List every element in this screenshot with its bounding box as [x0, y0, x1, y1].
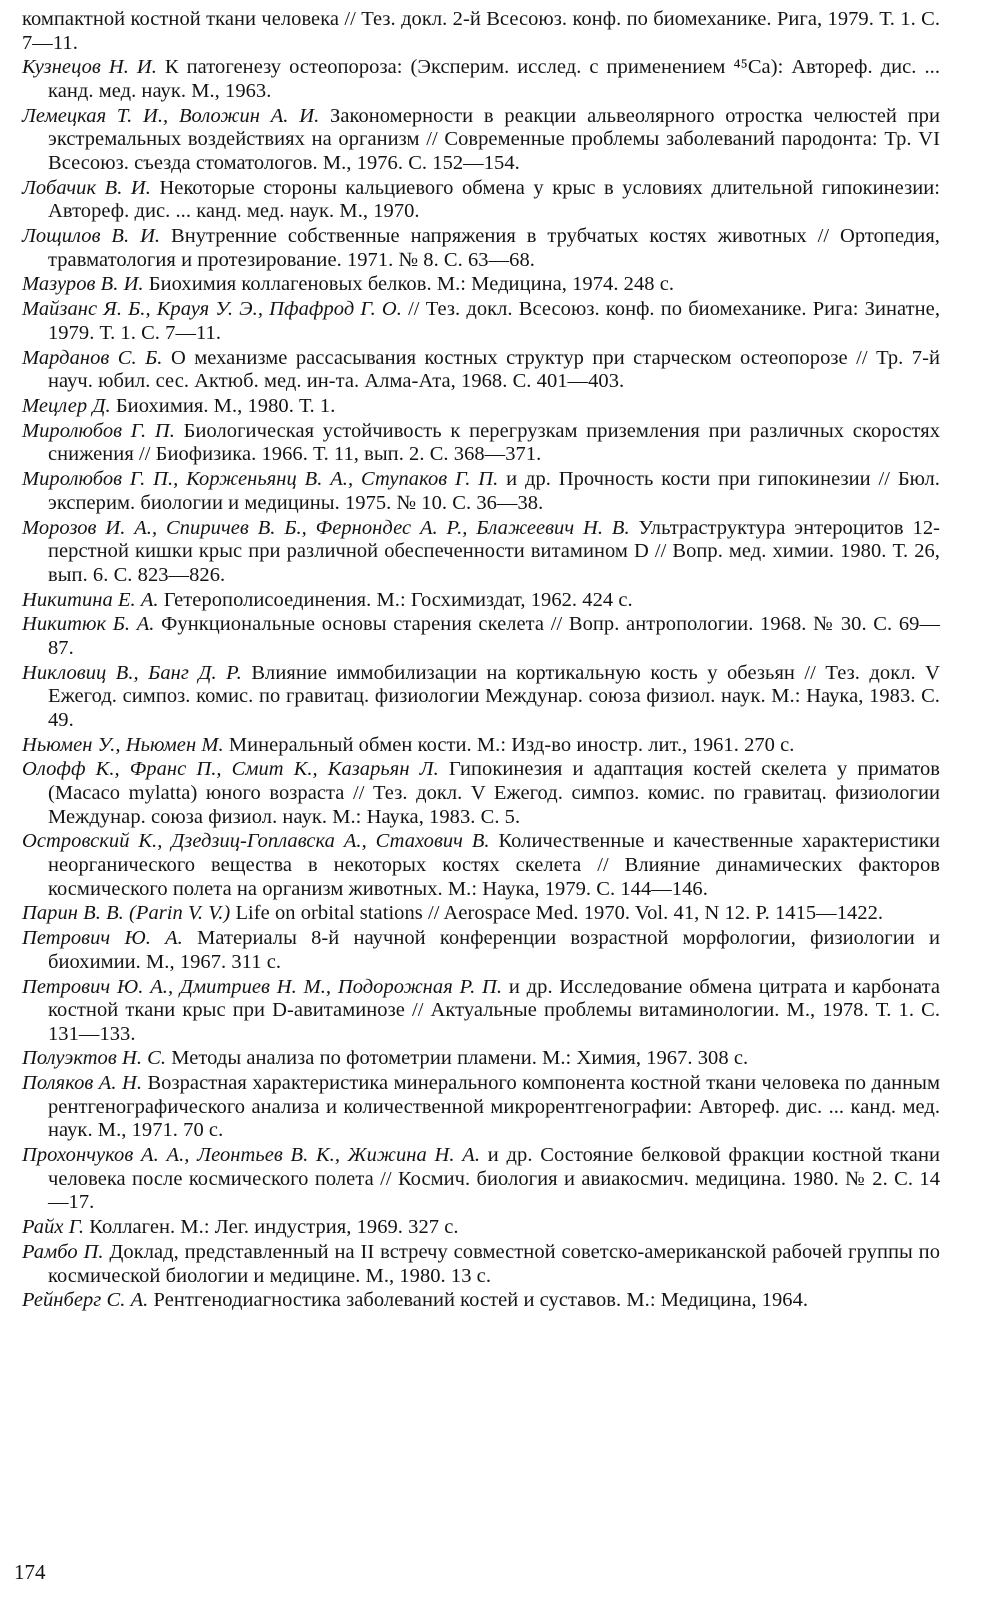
entry-authors: Миролюбов Г. П., Корженьянц В. А., Ступаков Г. П.: [22, 468, 499, 491]
entry-authors: Поляков А. Н.: [22, 1072, 142, 1095]
entry-text: и др. Прочность кости при гипокинезии // Бюл. эксперим. биологии и медицины. 1975. № 10. С. 36—38.: [48, 468, 940, 514]
entry-text: Влияние иммобилизации на кортикальную кость у обезьян // Тез. докл. V Ежегод. симпоз. комис. по гравитац. физиологии Междунар. союза физиол. наук. М.: Наука, 1983. С. 49.: [48, 661, 941, 731]
bibliography-entry: [22, 273, 940, 297]
entry-authors: Мецлер Д.: [22, 395, 111, 417]
bibliography-page: [22, 8, 940, 1314]
entry-text: и др. Исследование обмена цитрата и карбоната костной ткани крыс при D-авитаминозе // Актуальные проблемы витаминологии. М., 1978. Т. 1. С. 131—133.: [48, 975, 940, 1045]
bibliography-entry: [22, 8, 940, 55]
entry-authors: Лемецкая Т. И., Воложин А. И.: [22, 104, 320, 127]
entry-authors: Майзанс Я. Б., Крауя У. Э., Пфафрод Г. О.: [22, 298, 402, 321]
bibliography-entry: [22, 830, 940, 901]
entry-authors: Олофф К., Франс П., Смит К., Казарьян Л.: [22, 758, 439, 781]
entry-authors: Парин В. В. (Parin V. V.): [22, 902, 231, 925]
entry-text: Рентгенодиагностика заболеваний костей и суставов. М.: Медицина, 1964.: [148, 1289, 809, 1312]
bibliography-entry: [22, 347, 940, 394]
entry-text: О механизме рассасывания костных структур при старческом остеопорозе // Тр. 7-й науч. юбил. сес. Актюб. мед. ин-та. Алма-Ата, 1968. С. 401—403.: [48, 346, 940, 393]
entry-authors: Мазуров В. И.: [22, 273, 144, 296]
entry-text: Гипокинезия и адаптация костей скелета у приматов (Macaco mylatta) юного возраста // Тез. докл. V Ежегод. симпоз. комис. по гравитац. физиологии Междунар. союза физиол. наук. М.: Наука, 1983. С. 5.: [48, 758, 940, 828]
bibliography-entry: [22, 1047, 940, 1071]
entry-authors: Марданов С. Б.: [22, 346, 163, 369]
entry-text: Биологическая устойчивость к перегрузкам приземления при различных скоростях снижения // Биофизика. 1966. Т. 11, вып. 2. С. 368—371.: [48, 419, 941, 466]
bibliography-entry: [22, 395, 940, 419]
entry-text: Некоторые стороны кальциевого обмена у крыс в условиях длительной гипокинезии: Автореф. дис. ... канд. мед. наук. М., 1970.: [48, 176, 940, 223]
entry-text: Возрастная характеристика минерального компонента костной ткани человека по данным рентгенографического анализа и количественной микрорентгенографии: Автореф. дис. ... канд. мед. наук. М., 1971. 70 с.: [48, 1072, 940, 1142]
entry-text: Методы анализа по фотометрии пламени. М.: Химия, 1967. 308 с.: [166, 1047, 749, 1070]
entry-text: Материалы 8-й научной конференции возрастной морфологии, физиологии и биохимии. М., 1967. 311 с.: [48, 927, 940, 973]
bibliography-entry: [22, 1144, 940, 1215]
bibliography-entry: [22, 976, 940, 1047]
entry-text: // Тез. докл. Всесоюз. конф. по биомеханике. Рига: Зинатне, 1979. Т. 1. С. 7—11.: [48, 298, 940, 344]
page-number: 174: [14, 1560, 46, 1584]
entry-authors: Кузнецов Н. И.: [22, 56, 157, 79]
bibliography-entry: [22, 105, 940, 176]
entry-authors: Морозов И. А., Спиричев В. Б., Фернондес А. Р., Блажеевич Н. В.: [22, 516, 630, 539]
bibliography-entry: [22, 1289, 940, 1313]
entry-text: Доклад, представленный на II встречу совместной советско-американской рабочей группы по космической биологии и медицине. М., 1980. 13 с.: [48, 1240, 940, 1287]
entry-text: Функциональные основы старения скелета // Вопр. антропологии. 1968. № 30. С. 69—87.: [48, 613, 940, 659]
entry-authors: Никитина Е. А.: [22, 588, 159, 611]
entry-authors: Петрович Ю. А.: [22, 927, 183, 950]
entry-text: Коллаген. М.: Лег. индустрия, 1969. 327 с.: [84, 1216, 459, 1239]
entry-text: Минеральный обмен кости. М.: Изд-во иностр. лит., 1961. 270 с.: [223, 733, 795, 756]
entry-authors: Рейнберг С. А.: [22, 1289, 149, 1312]
bibliography-entry: [22, 734, 940, 758]
bibliography-list: [22, 8, 940, 1313]
entry-text: Внутренние собственные напряжения в трубчатых костях животных // Ортопедия, травматология и протезирование. 1971. № 8. С. 63—68.: [48, 225, 940, 271]
entry-text: Ультраструктура энтероцитов 12-перстной кишки крыс при различной обеспеченности витамином D // Вопр. мед. химии. 1980. Т. 26, вып. 6. С. 823—826.: [48, 516, 940, 586]
bibliography-entry: [22, 1072, 940, 1143]
entry-text: компактной костной ткани человека // Тез. докл. 2-й Всесоюз. конф. по биомеханике. Рига, 1979. Т. 1. С. 7—11.: [22, 8, 940, 54]
bibliography-entry: [22, 613, 940, 660]
entry-text: Гетерополисоединения. М.: Госхимиздат, 1962. 424 с.: [158, 588, 633, 611]
entry-text: Закономерности в реакции альвеолярного отростка челюстей при экстремальных воздействиях на организм // Современные проблемы заболеваний пародонта: Тр. VI Всесоюз. съезда стоматологов. М., 1976. С. 152—154.: [48, 104, 940, 174]
bibliography-entry: [22, 517, 940, 588]
entry-text: К патогенезу остеопороза: (Эксперим. исслед. с применением ⁴⁵Са): Автореф. дис. ... канд. мед. наук. М., 1963.: [48, 56, 940, 102]
entry-authors: Миролюбов Г. П.: [22, 419, 175, 442]
entry-authors: Островский К., Дзедзиц-Гоплавска А., Стахович В.: [22, 830, 490, 853]
entry-text: и др. Состояние белковой фракции костной ткани человека после космического полета // Космич. биология и авиакосмич. медицина. 1980. № 2. С. 14—17.: [48, 1144, 940, 1214]
bibliography-entry: [22, 927, 940, 974]
bibliography-entry: [22, 177, 940, 224]
bibliography-entry: [22, 298, 940, 345]
bibliography-entry: [22, 420, 940, 467]
bibliography-entry: [22, 1241, 940, 1288]
bibliography-entry: [22, 589, 940, 613]
entry-authors: Лобачик В. И.: [22, 176, 151, 199]
entry-authors: Рамбо П.: [22, 1240, 104, 1263]
entry-authors: Никитюк Б. А.: [22, 613, 155, 636]
bibliography-entry: [22, 225, 940, 272]
entry-authors: Никловиц В., Банг Д. Р.: [22, 661, 242, 684]
entry-text: Life on orbital stations // Aerospace Med. 1970. Vol. 41, N 12. P. 1415—1422.: [230, 902, 884, 925]
entry-authors: Полуэктов Н. С.: [22, 1047, 167, 1070]
bibliography-entry: [22, 56, 940, 103]
entry-text: Биохимия коллагеновых белков. М.: Медицина, 1974. 248 с.: [143, 273, 675, 296]
bibliography-entry: [22, 902, 940, 926]
entry-text: Количественные и качественные характеристики неорганического вещества в некоторых костях скелета // Влияние динамических факторов космического полета на организм животных. М.: Наука, 1979. С. 144—146.: [48, 830, 940, 900]
bibliography-entry: [22, 662, 940, 733]
entry-text: Биохимия. М., 1980. Т. 1.: [110, 395, 336, 417]
entry-authors: Райх Г.: [22, 1216, 85, 1239]
entry-authors: Лощилов В. И.: [22, 225, 161, 248]
entry-authors: Прохончуков А. А., Леонтьев В. К., Жижина Н. А.: [22, 1144, 481, 1167]
bibliography-entry: [22, 1216, 940, 1240]
entry-authors: Петрович Ю. А., Дмитриев Н. М., Подорожная Р. П.: [22, 975, 503, 998]
bibliography-entry: [22, 758, 940, 829]
entry-authors: Ньюмен У., Ньюмен М.: [22, 733, 224, 756]
bibliography-entry: [22, 468, 940, 515]
